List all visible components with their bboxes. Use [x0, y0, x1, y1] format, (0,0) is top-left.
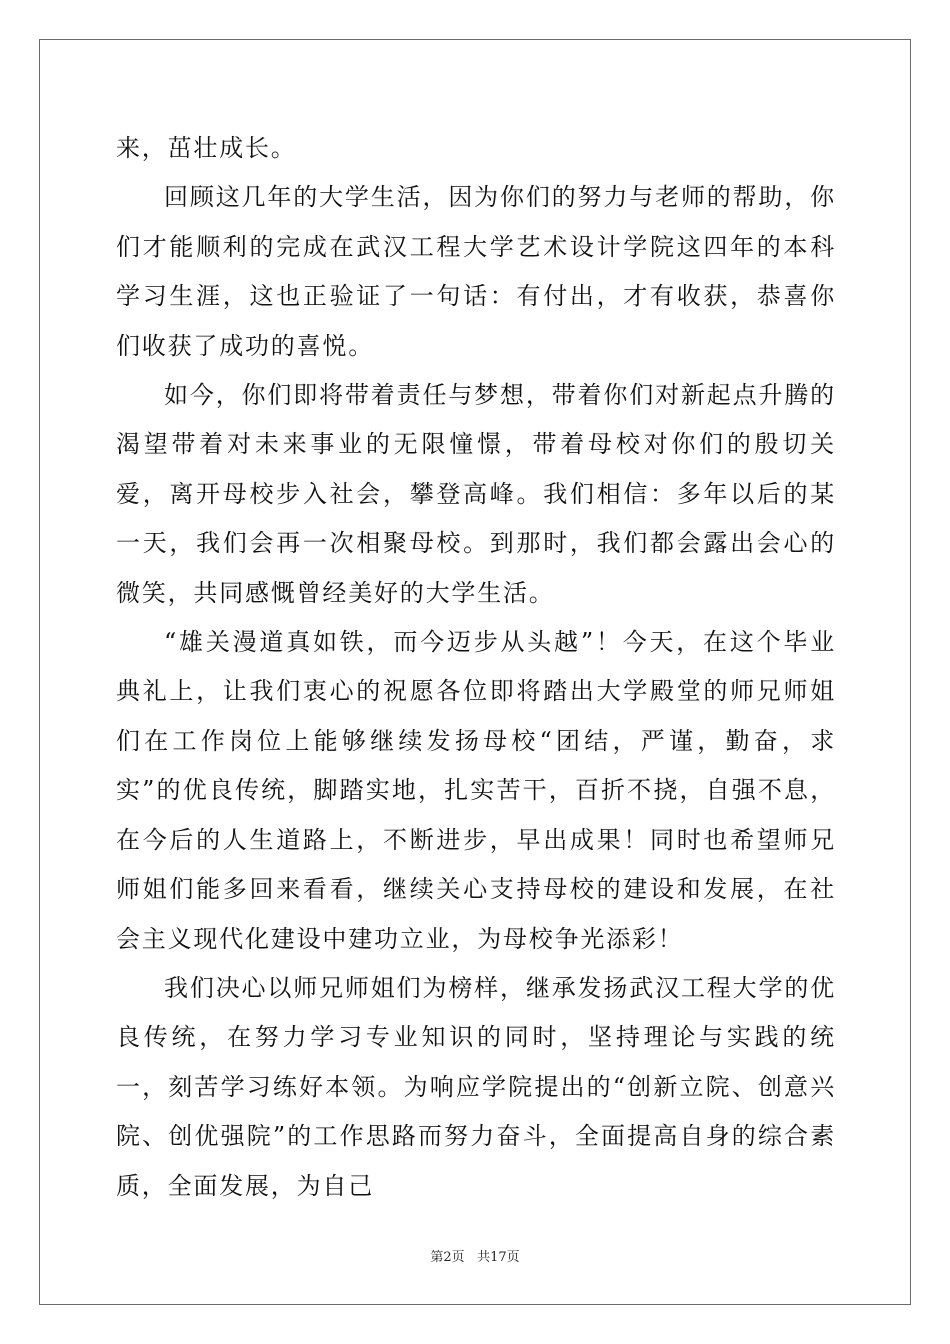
paragraph-2: 回顾这几年的大学生活，因为你们的努力与老师的帮助，你们才能顺利的完成在武汉工程大学艺术设计学院这四年的本科学习生涯，这也正验证了一句话：有付出，才有收获，恭喜你们收获了成功的喜悦。: [116, 183, 836, 360]
document-body: [116, 124, 836, 1211]
paragraph-3: 如今，你们即将带着责任与梦想，带着你们对新起点升腾的渴望带着对未来事业的无限憧憬，带着母校对你们的殷切关爱，离开母校步入社会，攀登高峰。我们相信：多年以后的某一天，我们会再一次相聚母校。到那时，我们都会露出会心的微笑，共同感慨曾经美好的大学生活。: [116, 381, 836, 607]
paragraph-5: 我们决心以师兄师姐们为榜样，继承发扬武汉工程大学的优良传统，在努力学习专业知识的同时，坚持理论与实践的统一，刻苦学习练好本领。为响应学院提出的“创新立院、创意兴院、创优强院”的工作思路而努力奋斗，全面提高自身的综合素质，全面发展，为自己: [116, 973, 836, 1200]
page-number: 第2页: [430, 1250, 465, 1265]
paragraph-4: “雄关漫道真如铁，而今迈步从头越”！今天，在这个毕业典礼上，让我们衷心的祝愿各位即将踏出大学殿堂的师兄师姐们在工作岗位上能够继续发扬母校“团结，严谨，勤奋，求实”的优良传统，脚踏实地，扎实苦干，百折不挠，自强不息，在今后的人生道路上，不断进步，早出成果！同时也希望师兄师姐们能多回来看看，继续关心支持母校的建设和发展，在社会主义现代化建设中建功立业，为母校争光添彩！: [116, 628, 836, 953]
paragraph-1: 来，茁壮成长。: [116, 134, 297, 162]
page-total: 共17页: [477, 1250, 520, 1265]
page-footer: [0, 1246, 950, 1265]
